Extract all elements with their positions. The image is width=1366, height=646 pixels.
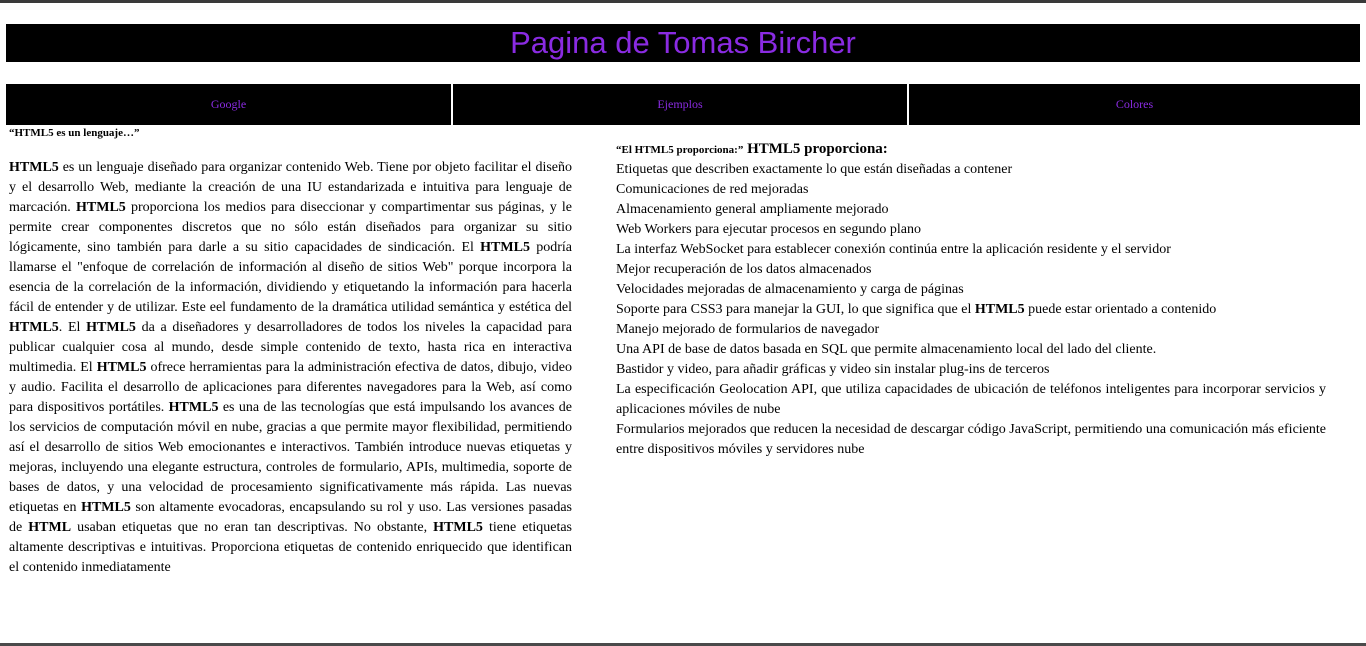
list-item bbox=[616, 300, 1326, 320]
text-run: . El bbox=[58, 320, 87, 335]
text-run: usaban etiquetas que no eran tan descriptivas. No obstante, bbox=[71, 520, 434, 535]
text-run: podría llamarse el "enfoque de correlación de información al diseño de sitios Web" porque incorpora la esencia de la correlación de la información, dividiendo y etiquetando la información para hacerla fácil de entender y de utilizar. Este eel fundamento de la dramática utilidad semántica y estética del bbox=[9, 240, 573, 315]
left-article-body bbox=[9, 158, 572, 578]
text-run: Soporte para CSS3 para manejar la GUI, lo que significa que el bbox=[616, 302, 975, 317]
page-header bbox=[6, 24, 1360, 62]
right-title-quote: “El HTML5 proporciona:” bbox=[616, 144, 744, 156]
left-article-title: “HTML5 es un lenguaje…” bbox=[9, 127, 140, 139]
list-item: La interfaz WebSocket para establecer conexión continúa entre la aplicación residente y el servidor bbox=[616, 242, 1171, 257]
text-run: puede estar orientado a contenido bbox=[1024, 302, 1217, 317]
keyword: HTML5 bbox=[480, 240, 530, 255]
keyword: HTML5 bbox=[81, 500, 131, 515]
list-item: Almacenamiento general ampliamente mejorado bbox=[616, 202, 889, 217]
keyword: HTML5 bbox=[433, 520, 483, 535]
keyword: HTML5 bbox=[974, 302, 1025, 317]
nav-link-colores[interactable]: Colores bbox=[909, 84, 1360, 125]
right-title-heading: HTML5 proporciona: bbox=[743, 141, 888, 157]
keyword: HTML5 bbox=[9, 320, 59, 335]
top-border bbox=[0, 0, 1366, 3]
list-item: Etiquetas que describen exactamente lo que están diseñadas a contener bbox=[616, 162, 1013, 177]
list-item: Comunicaciones de red mejoradas bbox=[616, 182, 809, 197]
list-item: Una API de base de datos basada en SQL que permite almacenamiento local del lado del cliente. bbox=[616, 342, 1157, 357]
feature-list bbox=[616, 160, 1326, 460]
list-item: Formularios mejorados que reducen la necesidad de descargar código JavaScript, permitiendo una comunicación más eficiente entre dispositivos móviles y servidores nube bbox=[616, 422, 1326, 457]
keyword: HTML5 bbox=[168, 400, 219, 415]
keyword: HTML5 bbox=[9, 160, 59, 175]
nav-link-google[interactable]: Google bbox=[6, 84, 451, 125]
right-article bbox=[616, 139, 1326, 460]
keyword: HTML bbox=[28, 520, 72, 535]
nav-link-ejemplos[interactable]: Ejemplos bbox=[453, 84, 907, 125]
list-item: Velocidades mejoradas de almacenamiento y carga de páginas bbox=[616, 282, 964, 297]
page-title: Pagina de Tomas Bircher bbox=[510, 25, 856, 60]
text-run: ofrece herramientas para la administración efectiva de datos, dibujo, video y audio. Facilita el desarrollo de aplicaciones para diferentes navegadores para la Web, así como para dispositivos portátiles. bbox=[9, 360, 572, 415]
list-item: Manejo mejorado de formularios de navegador bbox=[616, 322, 880, 337]
keyword: HTML5 bbox=[76, 200, 126, 215]
list-item: Web Workers para ejecutar procesos en segundo plano bbox=[616, 222, 921, 237]
left-article bbox=[9, 126, 572, 578]
list-item: La especificación Geolocation API, que utiliza capacidades de ubicación de teléfonos inteligentes para incorporar servicios y aplicaciones móviles de nube bbox=[616, 382, 1326, 417]
nav-bar bbox=[6, 84, 1360, 125]
list-item: Mejor recuperación de los datos almacenados bbox=[616, 262, 872, 277]
text-run: es una de las tecnologías que está impulsando los avances de los servicios de computación móvil en nube, gracias a que permite mayor flexibilidad, permitiendo así el desarrollo de sitios Web emocionantes e interactivos. También introduce nuevas etiquetas y mejoras, incluyendo una elegante estructura, controles de formulario, APIs, multimedia, soporte de bases de datos, y una velocidad de procesamiento significativamente más rápida. Las nuevas etiquetas en bbox=[9, 400, 572, 515]
keyword: HTML5 bbox=[96, 360, 147, 375]
text-run: tiene etiquetas altamente descriptivas e intuitivas. Proporciona etiquetas de contenido enriquecido que identifican el contenido inmediatamente bbox=[9, 520, 572, 575]
text-run: es un lenguaje diseñado para organizar contenido Web. Tiene por objeto facilitar el diseño y el desarrollo Web, mediante la creación de una IU estandarizada e intuitiva para lenguaje de marcación. bbox=[9, 160, 572, 215]
text-run: son altamente evocadoras, encapsulando su rol y uso. Las versiones pasadas de bbox=[9, 500, 572, 535]
list-item: Bastidor y video, para añadir gráficas y video sin instalar plug-ins de terceros bbox=[616, 362, 1050, 377]
keyword: HTML5 bbox=[86, 320, 136, 335]
text-run: da a diseñadores y desarrolladores de todos los niveles la capacidad para publicar cualquier cosa al mundo, desde simple contenido de texto, hasta rica en interactiva multimedia. El bbox=[9, 320, 572, 375]
text-run: proporciona los medios para diseccionar y compartimentar sus páginas, y le permite crear componentes discretos que no sólo están diseñados para organizar su sitio lógicamente, sino también para darle a su sitio capacidades de sindicación. El bbox=[9, 200, 573, 255]
right-article-title bbox=[616, 139, 1326, 160]
